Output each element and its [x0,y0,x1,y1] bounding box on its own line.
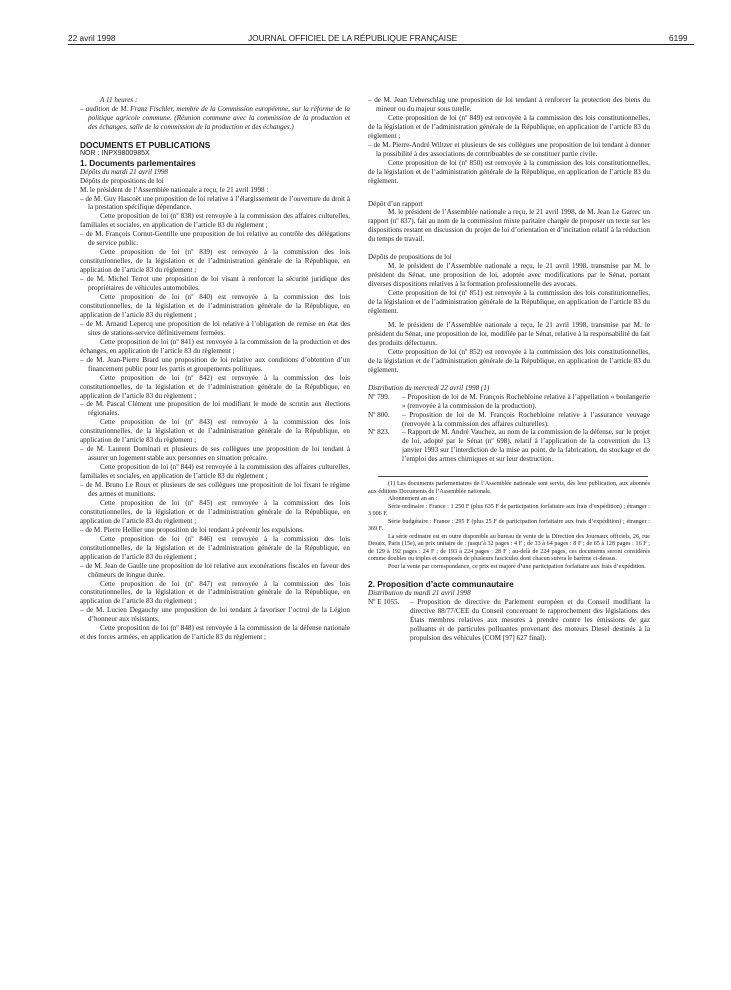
nor-code: NOR : INPX9800985X [80,149,150,157]
header-date: 22 avril 1998 [68,33,116,43]
referral-text: Cette proposition de loi (nº 848) est renvoyée à la commission de la défense nationale et des forces armées, en application de l’article 83 du règlement ; [80,624,350,642]
distribution-item [368,393,650,411]
footnote-1: (1) Les documents parlementaires de l’Assemblée nationale sont servis, dès leur publication, aux abonnés aux éditions Documents de l’Assemblée nationale. [368,481,650,495]
deposit-item: – de M. Bruno Le Roux et plusieurs de ses collègues une proposition de loi fixant le régime des armes et munitions. [80,481,350,498]
referral-text: Cette proposition de loi (nº 845) est renvoyée à la commission des lois constitutionnelles, de la législation et de l’administration générale de la République, en application de l’article 83 du règlement ; [80,498,350,525]
docs-heading: DOCUMENTS ET PUBLICATIONS [80,139,211,150]
section1-subheading: Dépôts de propositions de loi [80,176,164,185]
footnote-block [368,481,650,571]
section1-date: Dépôts du mardi 21 avril 1998 [80,167,168,176]
column-right [368,96,650,643]
distribution-item [368,411,650,429]
referral-text: Cette proposition de loi (nº 849) est renvoyée à la commission des lois constitutionnelles, de la législation et de l’administration générale de la République, en application de l’article 83 du règlement ; [368,113,650,140]
footnote-abonnement: Abonnement an an : [388,496,438,503]
deposit-item: – de M. Pascal Clément une proposition de loi modifiant le mode de scrutin aux élections régionales. [80,400,350,418]
deposit-item: – de M. Jean Ueberschlag une proposition de loi tendant à renforcer la protection des biens du mineur ou du majeur sous tutelle. [368,96,650,113]
community-act-item [368,598,650,643]
header-page-number: 6199 [669,33,688,43]
section2-title: 2. Proposition d’acte communautaire [368,579,514,590]
deposit-item: – de M. Lucien Degauchy une proposition de loi tendant à favoriser l’octroi de la Légion d’honneur aux résistants. [80,606,350,624]
deposit-item: – de M. Guy Hascoët une proposition de loi relative à l’élargissement de l’ouverture du droit à la prestation spécifique dépendance. [80,194,350,212]
session-time: A 11 heures : [100,96,138,104]
header-title: JOURNAL OFFICIEL DE LA RÉPUBLIQUE FRANÇAISE [248,33,458,43]
report-text: M. le président de l’Assemblée nationale a reçu, le 21 avril 1998, de M. Jean Le Garrec un rapport (nº 837), fait au nom de la commission mixte paritaire chargée de proposer un texte sur les dispositions restant en discussion du projet de loi d’orientation et d’incitation relatif à la réduction du temps de travail. [368,208,650,244]
footnote-serie-ordinaire: Série ordinaire : France : 1 250 F (plus 635 F de participation forfaitaire aux frais d’expédition) ; étranger : 3 006 F. [368,503,650,518]
session-text: – audition de M. Franz Fischler, membre de la Commission européenne, sur la réforme de la politique agricole commune. (Réunion commune avec la commission de la production et des échanges, salle de la commission de la production et des échanges.) [80,104,350,131]
community-act-number: Nº E 1055. [368,598,400,607]
section1-title: 1. Documents parlementaires [80,157,196,168]
deposit-item: – de M. Arnaud Lepercq une proposition de loi relative à l’obligation de remise en état des sites de stations-service définitivement fermées. [80,319,350,337]
deposit-item: – de M. Laurent Dominati et plusieurs de ses collègues une proposition de loi tendant à assurer un logement stable aux personnes en situation précaire. [80,445,350,463]
deposit2-referral: Cette proposition de loi (nº 852) est renvoyée à la commission des lois constitutionnelles, de la législation et de l’administration générale de la République, en application de l’article 83 du règlement. [368,347,650,374]
distribution-text: – Proposition de loi de M. François Rochebloine relative à l’assurance veuvage (renvoyée à la commission des affaires culturelles). [402,410,650,428]
distribution-item [368,428,650,464]
community-act-text: – Proposition de directive du Parlement européen et du Conseil modifiant la directive 88/77/CEE du Conseil concernant le rapprochement des législations des États membres relatives aux mesures à prendre contre les émissions de gaz polluants et de particules polluantes provenant des moteurs Diesel destinés à la propulsion des véhicules (COM [97] 627 final). [410,598,650,642]
referral-text: Cette proposition de loi (nº 847) est renvoyée à la commission des lois constitutionnelles, de la législation et de l’administration générale de la République, en application de l’article 83 du règlement ; [80,579,350,606]
deposits-heading: Dépôts de propositions de loi [368,253,452,262]
footnote-rule [378,476,648,477]
section2-date: Distribution du mardi 21 avril 1998 [368,589,471,598]
section1-intro: M. le président de l’Assemblée nationale a reçu, le 21 avril 1998 : [80,185,269,194]
deposit2-text: M. le président de l’Assemblée nationale a reçu, le 21 avril 1998, transmise par M. le président du Sénat, une proposition de loi, modifiée par le Sénat, relative à la responsabilité du fait des produits défectueux. [368,320,650,347]
referral-text: Cette proposition de loi (nº 844) est renvoyée à la commission des affaires culturelles, familiales et sociales, en application de l’article 83 du règlement ; [80,463,350,481]
referral-text: Cette proposition de loi (nº 846) est renvoyée à la commission des lois constitutionnelles, de la législation et de l’administration générale de la République, en application de l’article 83 du règlement ; [80,534,350,561]
referral-text: Cette proposition de loi (nº 840) est renvoyée à la commission des lois constitutionnelles, de la législation et de l’administration générale de la République, en application de l’article 83 du règlement ; [80,293,350,319]
referral-text: Cette proposition de loi (nº 839) est renvoyée à la commission des lois constitutionnelles, de la législation et de l’administration générale de la République, en application de l’article 83 du règlement ; [80,248,350,275]
deposit-item: – de M. Pierre-André Wiltzer et plusieurs de ses collègues une proposition de loi tendant à donner la possibilité à des associations de contribuables de se constituer partie civile. [368,140,650,158]
distribution-text: – Proposition de loi de M. François Rochebloine relative à l’appellation « boulangerie » (renvoyée à la commission de la production). [402,392,650,410]
distribution-number: Nº 800. [368,410,390,419]
distribution-heading: Distribution du mercredi 22 avril 1998 (1) [368,383,490,392]
referral-text: Cette proposition de loi (nº 841) est renvoyée à la commission de la production et des échanges, en application de l’article 83 du règlement ; [80,337,350,355]
distribution-text: – Rapport de M. André Vauchez, au nom de la commission de la défense, sur le projet de loi, adopté par le Sénat (nº 698), relatif à l’application de la convention du 13 janvier 1993 sur l’interdiction de la mise au point, de la fabrication, du stockage et de l’emploi des armes chimiques et sur leur destruction. [402,428,650,464]
footnote-vente: La série ordinaire est en outre disponible au bureau de vente de la Direction des Journaux officiels, 26, rue Desaix, Paris (15e), au prix unitaire de : jusqu’à 32 pages : 4 F ; de 33 à 64 pages : 8 F ; de 65 à 128 pages : 16 F ; de 129 à 192 pages : 24 F ; de 193 à 224 pages : 28 F ; au-delà de 224 pages, ces documents seront considérés comme doubles ou triples et composés de plusieurs fascicules dont chacun suivra le barème ci-dessus. [368,533,650,563]
footnote-serie-budgetaire: Série budgétaire : France : 295 F (plus 25 F de participation forfaitaire aux frais d’expédition) ; étranger : 369 F. [368,518,650,533]
deposit-item: – de M. Jean-Pierre Brard une proposition de loi relative aux conditions d’obtention d’un financement public pour les partis et groupements politiques. [80,355,350,373]
column-left [80,96,350,642]
deposit-item: – de M. Jean de Gaulle une proposition de loi relative aux exonérations fiscales en faveur des chômeurs de longue durée. [80,561,350,579]
referral-text: Cette proposition de loi (nº 850) est renvoyée à la commission des lois constitutionnelles, de la législation et de l’administration générale de la République, en application de l’article 83 du règlement. [368,158,650,185]
distribution-number: Nº 799. [368,392,390,401]
deposit1-text: M. le président de l’Assemblée nationale a reçu, le 21 avril 1998, transmise par M. le président du Sénat, une proposition de loi, adoptée avec modifications par le Sénat, portant diverses dispositions relatives à la formation professionnelle des avocats. [368,262,650,289]
page-header [0,0,731,43]
header-rule [68,44,694,45]
deposit-item: – de M. Pierre Hellier une proposition de loi tendant à prévenir les expulsions. [80,525,304,534]
deposit-item: – de M. Michel Terrot une proposition de loi visant à renforcer la sécurité juridique des propriétaires de véhicules automobiles. [80,275,350,293]
deposit1-referral: Cette proposition de loi (nº 851) est renvoyée à la commission des lois constitutionnelles, de la législation et de l’administration générale de la République, en application de l’article 83 du règlement. [368,289,650,316]
report-heading: Dépôt d’un rapport [368,199,423,208]
referral-text: Cette proposition de loi (nº 842) est renvoyée à la commission des lois constitutionnelles, de la législation et de l’administration générale de la République, en application de l’article 83 du règlement ; [80,373,350,400]
referral-text: Cette proposition de loi (nº 838) est renvoyée à la commission des affaires culturelles, familiales et sociales, en application de l’article 83 du règlement ; [80,212,350,230]
referral-text: Cette proposition de loi (nº 843) est renvoyée à la commission des lois constitutionnelles, de la législation et de l’administration générale de la République, en application de l’article 83 du règlement ; [80,418,350,445]
footnote-correspondance: Pour la vente par correspondance, ce prix est majoré d’une participation forfaitaire aux frais d’expédition. [388,563,646,570]
distribution-number: Nº 823. [368,428,390,437]
deposit-item: – de M. François Cornut-Gentille une proposition de loi relative au contrôle des délégations de service public. [80,230,350,248]
